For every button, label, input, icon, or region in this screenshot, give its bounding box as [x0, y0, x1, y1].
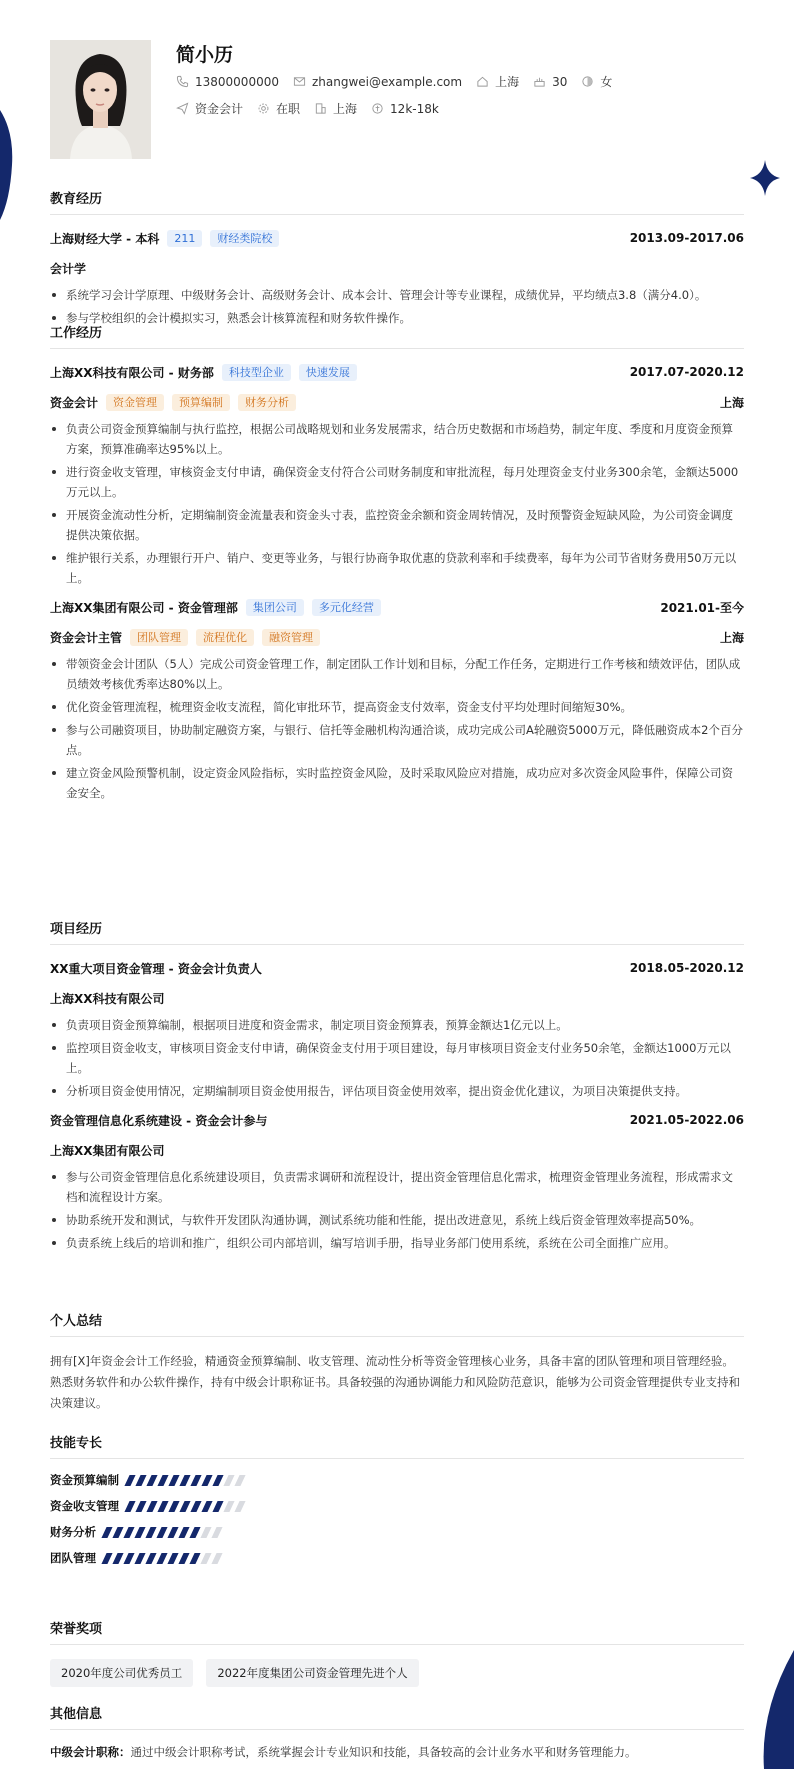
role-tag: 团队管理 [130, 629, 188, 646]
list-item: 监控项目资金收支，审核项目资金支付申请，确保资金支付用于项目建设，每月审核项目资金支付业务50余笔，金额达1000万元以上。 [50, 1038, 744, 1078]
email-value: zhangwei@example.com [311, 74, 463, 89]
skill-level-segment-filled [145, 1553, 156, 1564]
skill-row [50, 1519, 744, 1545]
school-name: 上海财经大学 - 本科 [50, 231, 160, 246]
target-city-value: 上海 [333, 102, 358, 116]
skill-level-segment-filled [167, 1553, 178, 1564]
gender-info [581, 73, 612, 90]
major-name: 会计学 [50, 261, 87, 276]
skill-level-bar [127, 1501, 248, 1512]
section-title: 技能专长 [50, 1432, 744, 1459]
skill-level-segment-filled [157, 1475, 168, 1486]
school-tag: 211 [167, 230, 202, 247]
list-item: 开展资金流动性分析，定期编制资金流量表和资金头寸表，监控资金余额和资金周转情况，及时预警资金短缺风险，为公司资金调度提供决策依据。 [50, 505, 744, 545]
education-entry-head [50, 229, 744, 247]
other-info-section [50, 1703, 744, 1760]
age-value: 30 [552, 74, 568, 89]
job-location: 上海 [719, 395, 744, 410]
company-name: 上海XX集团有限公司 - 资金管理部 [50, 600, 238, 615]
skill-row [50, 1493, 744, 1519]
skill-level-segment-empty [234, 1475, 245, 1486]
project-bullets [50, 1015, 744, 1101]
skill-level-segment-filled [134, 1527, 145, 1538]
education-period: 2013.09-2017.06 [629, 231, 744, 245]
list-item: 参与公司资金管理信息化系统建设项目，负责需求调研和流程设计，提出资金管理信息化需求，梳理资金管理业务流程，形成需求文档和流程设计方案。 [50, 1167, 744, 1207]
skill-level-segment-filled [178, 1527, 189, 1538]
list-item: 系统学习会计学原理、中级财务会计、高级财务会计、成本会计、管理会计等专业课程，成绩优异，平均绩点3.8（满分4.0）。 [50, 285, 744, 305]
salary-icon [371, 102, 384, 115]
project-head [50, 959, 744, 977]
candidate-name: 简小历 [176, 44, 234, 66]
status-info [257, 100, 300, 117]
company-name: 上海XX科技有限公司 - 财务部 [50, 365, 214, 380]
project-period: 2021.05-2022.06 [629, 1113, 744, 1127]
skill-level-bar [104, 1527, 225, 1538]
target-city-info [314, 100, 357, 117]
skill-level-segment-empty [223, 1501, 234, 1512]
other-info-text: 通过中级会计职称考试，系统掌握会计专业知识和技能，具备较高的会计业务水平和财务管理能力。 [130, 1745, 637, 1759]
project-name: 资金管理信息化系统建设 - 资金会计参与 [50, 1113, 268, 1128]
education-section [50, 188, 744, 331]
send-icon [176, 102, 189, 115]
skill-level-segment-filled [123, 1553, 134, 1564]
phone-info [176, 75, 279, 89]
skill-level-segment-filled [168, 1501, 179, 1512]
home-icon [476, 75, 489, 88]
project-company: 上海XX集团有限公司 [50, 1143, 165, 1158]
list-item: 进行资金收支管理，审核资金支付申请，确保资金支付符合公司财务制度和审批流程，每月处理资金支付业务300余笔，金额达5000万元以上。 [50, 462, 744, 502]
role-name: 资金会计 [50, 395, 99, 410]
role-tag: 预算编制 [172, 394, 230, 411]
list-item: 优化资金管理流程，梳理资金收支流程，简化审批环节，提高资金支付效率，资金支付平均处理时间缩短30%。 [50, 697, 744, 717]
summary-section [50, 1310, 744, 1414]
skill-level-segment-filled [201, 1475, 212, 1486]
skill-level-segment-filled [179, 1475, 190, 1486]
list-item: 带领资金会计团队（5人）完成公司资金管理工作，制定团队工作计划和目标，分配工作任务，定期进行工作考核和绩效评估，团队成员绩效考核优秀率达80%以上。 [50, 654, 744, 694]
skill-row [50, 1467, 744, 1493]
skill-level-segment-filled [156, 1553, 167, 1564]
gear-icon [257, 102, 270, 115]
list-item: 建立资金风险预警机制，设定资金风险指标，实时监控资金风险，及时采取风险应对措施，成功应对多次资金风险事件，保障公司资金安全。 [50, 763, 744, 803]
role-name: 资金会计主管 [50, 630, 123, 645]
skill-level-segment-filled [112, 1553, 123, 1564]
skill-level-segment-filled [212, 1475, 223, 1486]
skill-level-segment-filled [124, 1501, 135, 1512]
role-head [50, 393, 744, 411]
project-head [50, 1111, 744, 1129]
project-entry [50, 959, 744, 1101]
award-badge: 2022年度集团公司资金管理先进个人 [206, 1659, 418, 1687]
skill-level-segment-filled [179, 1501, 190, 1512]
section-title: 项目经历 [50, 918, 744, 945]
project-entry [50, 1111, 744, 1253]
skill-level-segment-filled [101, 1527, 112, 1538]
skill-level-segment-filled [146, 1475, 157, 1486]
skill-level-segment-filled [190, 1501, 201, 1512]
skill-level-segment-filled [167, 1527, 178, 1538]
city-value: 上海 [495, 75, 520, 89]
job-bullets [50, 654, 744, 803]
company-tag: 多元化经营 [312, 599, 381, 616]
target-position-value: 资金会计 [195, 102, 244, 116]
age-info [533, 75, 567, 89]
sparkle-star-icon [750, 160, 780, 196]
list-item: 参与学校组织的会计模拟实习，熟悉会计核算流程和财务软件操作。 [50, 308, 744, 328]
skill-level-segment-empty [200, 1527, 211, 1538]
salary-value: 12k-18k [390, 101, 439, 116]
list-item: 负责项目资金预算编制，根据项目进度和资金需求，制定项目资金预算表，预算金额达1亿元以上。 [50, 1015, 744, 1035]
skill-level-segment-filled [157, 1501, 168, 1512]
skill-level-segment-filled [135, 1475, 146, 1486]
building-icon [314, 102, 327, 115]
job-bullets [50, 419, 744, 588]
project-name: XX重大项目资金管理 - 资金会计负责人 [50, 961, 262, 976]
skill-name: 资金收支管理 [50, 1499, 119, 1513]
skills-section [50, 1432, 744, 1571]
skill-level-segment-filled [201, 1501, 212, 1512]
skill-level-segment-empty [200, 1553, 211, 1564]
skill-level-segment-filled [101, 1553, 112, 1564]
job-location: 上海 [719, 630, 744, 645]
skill-level-segment-filled [190, 1475, 201, 1486]
skill-level-segment-empty [211, 1553, 222, 1564]
list-item: 协助系统开发和测试，与软件开发团队沟通协调，测试系统功能和性能，提出改进意见，系统上线后资金管理效率提高50%。 [50, 1210, 744, 1230]
job-period: 2021.01-至今 [660, 600, 744, 615]
phone-value: 13800000000 [195, 74, 279, 89]
skill-level-segment-filled [168, 1475, 179, 1486]
projects-section [50, 918, 744, 1256]
major-head [50, 259, 744, 277]
project-bullets [50, 1167, 744, 1253]
profile-photo [50, 40, 151, 159]
section-title: 工作经历 [50, 322, 744, 349]
awards-section [50, 1618, 744, 1687]
job-head [50, 363, 744, 381]
skill-level-segment-empty [223, 1475, 234, 1486]
skill-level-bar [104, 1553, 225, 1564]
resume-header [50, 40, 744, 160]
role-tag: 财务分析 [238, 394, 296, 411]
skill-level-segment-filled [212, 1501, 223, 1512]
job-intent-row [176, 100, 453, 117]
skill-level-segment-filled [156, 1527, 167, 1538]
skill-level-segment-filled [145, 1527, 156, 1538]
award-badge: 2020年度公司优秀员工 [50, 1659, 193, 1687]
corner-decoration-top-left [0, 110, 22, 220]
status-value: 在职 [276, 102, 301, 116]
role-head [50, 628, 744, 646]
company-tag: 快速发展 [299, 364, 357, 381]
project-company: 上海XX科技有限公司 [50, 991, 165, 1006]
cake-icon [533, 75, 546, 88]
skill-level-bar [127, 1475, 248, 1486]
gender-icon [581, 75, 594, 88]
skill-name: 财务分析 [50, 1525, 96, 1539]
company-tag: 科技型企业 [222, 364, 291, 381]
skill-level-segment-filled [112, 1527, 123, 1538]
skill-level-segment-filled [146, 1501, 157, 1512]
list-item: 维护银行关系，办理银行开户、销户、变更等业务，与银行协商争取优惠的贷款利率和手续费率，每年为公司节省财务费用50万元以上。 [50, 548, 744, 588]
skill-level-segment-empty [211, 1527, 222, 1538]
work-section [50, 322, 744, 806]
section-title: 个人总结 [50, 1310, 744, 1337]
job-period: 2017.07-2020.12 [629, 365, 744, 379]
skill-row [50, 1545, 744, 1571]
skill-level-segment-filled [189, 1553, 200, 1564]
target-position-info [176, 100, 243, 117]
other-info-line [50, 1744, 744, 1760]
corner-decoration-bottom-right [760, 1650, 794, 1769]
skill-name: 资金预算编制 [50, 1473, 119, 1487]
section-title: 荣誉奖项 [50, 1618, 744, 1645]
skill-name: 团队管理 [50, 1551, 96, 1565]
other-info-label: 中级会计职称： [50, 1745, 131, 1759]
skill-level-segment-filled [135, 1501, 146, 1512]
job-head [50, 598, 744, 616]
skill-level-segment-filled [134, 1553, 145, 1564]
city-info [476, 73, 519, 90]
role-tag: 流程优化 [196, 629, 254, 646]
summary-text: 拥有[X]年资金会计工作经验，精通资金预算编制、收支管理、流动性分析等资金管理核心业务，具备丰富的团队管理和项目管理经验。熟悉财务软件和办公软件操作，持有中级会计职称证书。具备较强的沟通协调能力和风险防范意识，能够为公司资金管理提供专业支持和决策建议。 [50, 1354, 740, 1410]
project-company-head [50, 1141, 744, 1159]
skill-level-segment-filled [123, 1527, 134, 1538]
list-item: 参与公司融资项目，协助制定融资方案，与银行、信托等金融机构沟通洽谈，成功完成公司A轮融资5000万元，降低融资成本2个百分点。 [50, 720, 744, 760]
mail-icon [293, 75, 306, 88]
job-entry [50, 598, 744, 803]
skill-level-segment-empty [234, 1501, 245, 1512]
skill-level-segment-filled [178, 1553, 189, 1564]
role-tag: 资金管理 [106, 394, 164, 411]
role-tag: 融资管理 [262, 629, 320, 646]
skill-level-segment-filled [189, 1527, 200, 1538]
phone-icon [176, 75, 189, 88]
skill-level-segment-filled [124, 1475, 135, 1486]
contact-info-row [176, 73, 626, 90]
list-item: 分析项目资金使用情况，定期编制项目资金使用报告，评估项目资金使用效率，提出资金优化建议，为项目决策提供支持。 [50, 1081, 744, 1101]
gender-value: 女 [600, 75, 613, 89]
job-entry [50, 363, 744, 588]
company-tag: 集团公司 [246, 599, 304, 616]
school-tag: 财经类院校 [210, 230, 279, 247]
list-item: 负责公司资金预算编制与执行监控，根据公司战略规划和业务发展需求，结合历史数据和市场趋势，制定年度、季度和月度资金预算方案，预算准确率达95%以上。 [50, 419, 744, 459]
email-info [293, 75, 462, 89]
salary-info [371, 102, 439, 116]
project-company-head [50, 989, 744, 1007]
list-item: 负责系统上线后的培训和推广，组织公司内部培训，编写培训手册，指导业务部门使用系统，系统在公司全面推广应用。 [50, 1233, 744, 1253]
project-period: 2018.05-2020.12 [629, 961, 744, 975]
awards-list [50, 1659, 744, 1687]
section-title: 教育经历 [50, 188, 744, 215]
section-title: 其他信息 [50, 1703, 744, 1730]
